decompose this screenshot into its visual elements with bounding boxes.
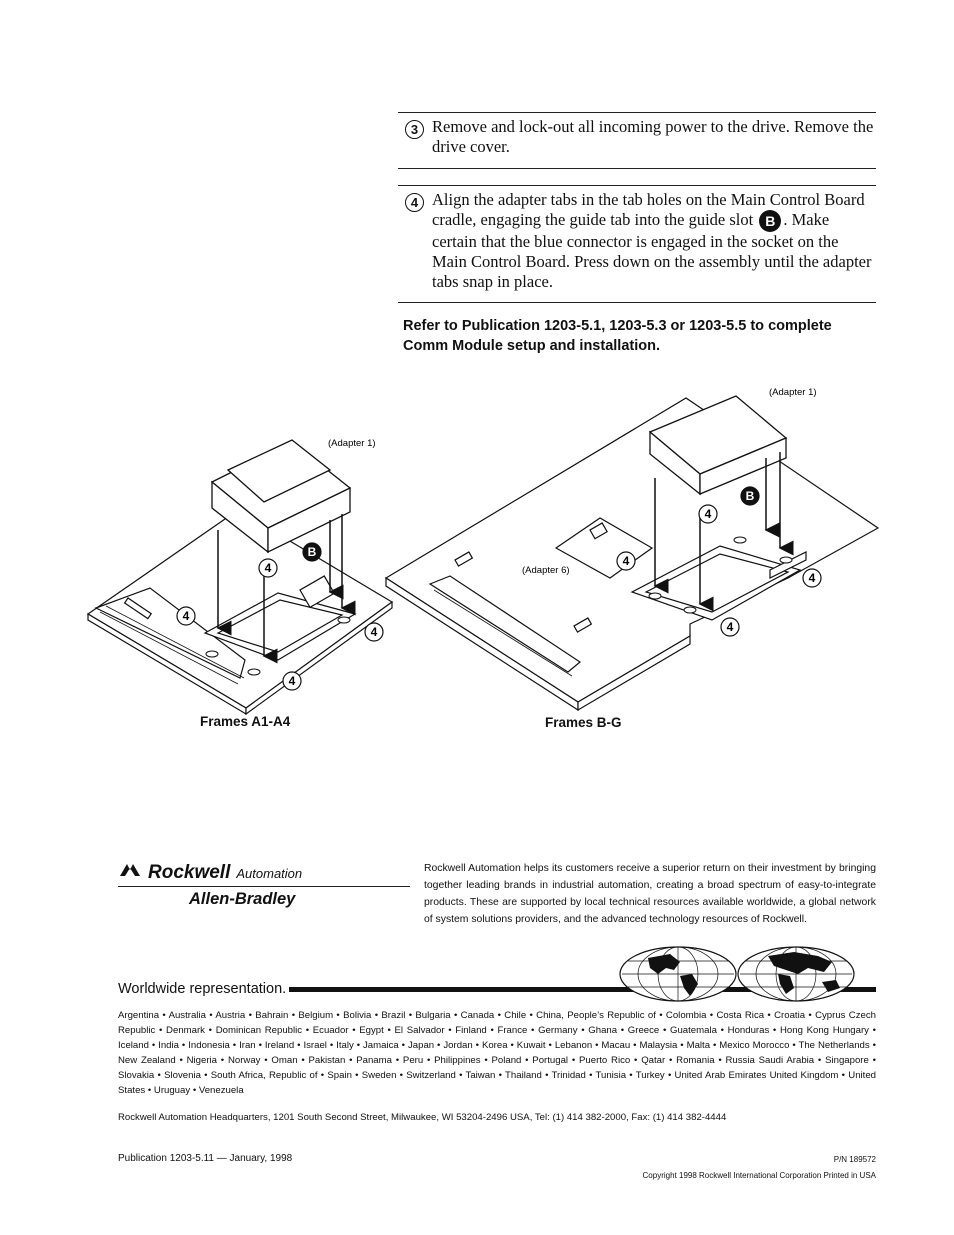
callout-b: B: [745, 489, 755, 503]
rockwell-emblem-icon: [118, 862, 142, 878]
part-number: P/N 189572: [833, 1155, 876, 1164]
callout-4: 4: [288, 674, 296, 688]
rockwell-logo: [118, 862, 302, 884]
rule-step4-top: [398, 185, 876, 186]
step-text-after: . Make certain that the blue connector is engaged in the socket on the Main Control Board. Press down on the assembly until the adapter tabs snap in place.: [432, 210, 872, 292]
country-list: Argentina • Australia • Austria • Bahrain • Belgium • Bolivia • Brazil • Bulgaria • Canada • Chile • China, People’s Republic of • Colombia • Costa Rica • Croatia • Cyprus Czech Republic • Denmark • Dominican Republic • Ecuador • Egypt • El Salvador • Finland • France • Germany • Ghana • Greece • Guatemala • Honduras • Hong Kong Hungary • Iceland • India • Indonesia • Iran • Ireland • Israel • Italy • Jamaica • Japan • Jordan • Korea • Kuwait • Lebanon • Macau • Malaysia • Malta • Mexico Morocco • The Netherlands • New Zealand • Nigeria • Norway • Oman • Pakistan • Panama • Peru • Philippines • Poland • Portugal • Puerto Rico • Qatar • Romania • Russia Saudi Arabia • Singapore • Slovakia • Slovenia • South Africa, Republic of • Spain • Sweden • Switzerland • Taiwan • Thailand • Trinidad • Tunisia • Turkey • United Arab Emirates United Kingdom • United States • Uruguay • Venezuela: [118, 1010, 876, 1096]
brand-rule: [118, 886, 410, 887]
installation-illustration: [0, 370, 954, 740]
globe-icon: [618, 944, 858, 1004]
step-number: 3: [405, 120, 424, 139]
step-text: [432, 190, 875, 292]
brand-automation: Automation: [236, 866, 303, 881]
step-4: [405, 190, 875, 292]
callout-4: 4: [370, 625, 378, 639]
rule-top: [398, 112, 876, 113]
left-adapter-label: (Adapter 1): [328, 438, 376, 449]
step-3: [405, 117, 875, 157]
caption-right: Frames B-G: [545, 715, 622, 730]
brand-allen-bradley: Allen-Bradley: [189, 890, 296, 908]
right-adapter-label: (Adapter 1): [769, 387, 817, 398]
callout-b: B: [307, 545, 317, 559]
adapter6-label: (Adapter 6): [522, 565, 570, 576]
step-text-before: Align the adapter tabs in the tab holes on the Main Control Board cradle, engaging the guide tab into the guide slot: [432, 190, 865, 229]
callout-4: 4: [182, 609, 190, 623]
rule-step3-bottom: [398, 168, 876, 169]
rule-step4-bottom: [398, 302, 876, 303]
worldwide-title: Worldwide representation.: [118, 981, 287, 997]
callout-4: 4: [726, 620, 734, 634]
callout-4: 4: [622, 554, 630, 568]
company-blurb: Rockwell Automation helps its customers receive a superior return on their investment by bringing together leading brands in industrial automation, creating a broad spectrum of easy-to-integrate products. These are supported by local technical resources available worldwide, a global network of system solutions providers, and the advanced technology resources of Rockwell.: [424, 863, 876, 925]
step-text: Remove and lock-out all incoming power to the drive. Remove the drive cover.: [432, 117, 874, 156]
headquarters-address: Rockwell Automation Headquarters, 1201 South Second Street, Milwaukee, WI 53204-2496 USA, Tel: (1) 414 382-2000, Fax: (1) 414 382-4444: [118, 1112, 727, 1123]
guide-slot-marker: B: [759, 210, 781, 232]
left-board: [88, 510, 392, 714]
copyright: Copyright 1998 Rockwell International Corporation Printed in USA: [642, 1171, 876, 1180]
publication-info: Publication 1203-5.11 — January, 1998: [118, 1153, 293, 1164]
brand-rockwell: Rockwell: [148, 862, 231, 883]
refer-note: Refer to Publication 1203-5.1, 1203-5.3 or 1203-5.5 to complete Comm Module setup and installation.: [403, 318, 832, 354]
callout-4: 4: [264, 561, 272, 575]
callout-4: 4: [704, 507, 712, 521]
callout-4: 4: [808, 571, 816, 585]
caption-left: Frames A1-A4: [200, 714, 291, 729]
step-number: 4: [405, 193, 424, 212]
